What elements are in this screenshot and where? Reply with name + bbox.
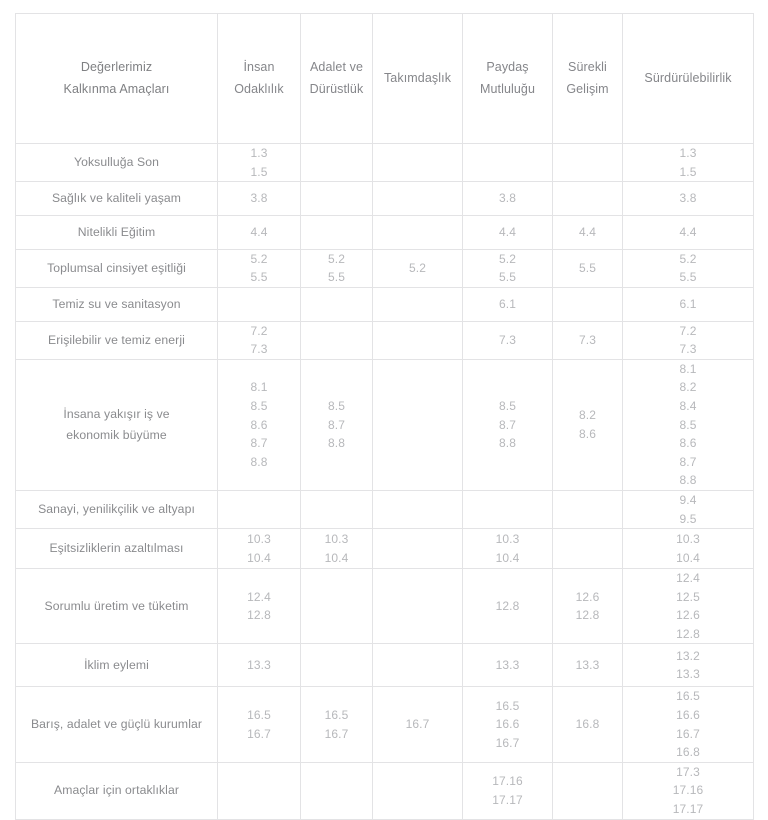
- cell-value: 16.5: [324, 708, 349, 723]
- cell-value: 7.3: [679, 342, 697, 357]
- cell-value: 5.2: [499, 251, 516, 266]
- cell-value: 10.3: [324, 532, 349, 547]
- cell-value: 1.3: [250, 146, 268, 160]
- table-row: [16, 529, 754, 569]
- cell-yoksulluga-son--takimdaslik: [373, 144, 463, 182]
- table-row: [16, 144, 754, 182]
- cell-toplumsal-cinsiyet-esitligi--adalet-ve-durustluk: [301, 249, 373, 287]
- column-header-line: Dürüstlük: [309, 81, 364, 96]
- cell-value: 7.3: [499, 332, 516, 347]
- cell-value: 13.2: [676, 648, 700, 663]
- cell-sanayi-yenilikcilik-ve-altyapi--surekli-gelisim: [553, 490, 623, 528]
- cell-yoksulluga-son--adalet-ve-durustluk: [301, 144, 373, 182]
- cell-value: 12.8: [495, 599, 520, 613]
- cell-value: 13.3: [575, 658, 600, 673]
- cell-sanayi-yenilikcilik-ve-altyapi--takimdaslik: [373, 490, 463, 528]
- row-label-line: Erişilebilir ve temiz enerji: [48, 332, 185, 347]
- cell-nitelikli-egitim--adalet-ve-durustluk: [301, 215, 373, 249]
- cell-baris-adalet-ve-guclu-kurumlar--paydas-mutlulugu: [463, 687, 553, 762]
- cell-value: 9.5: [679, 511, 697, 526]
- table-row: [16, 321, 754, 359]
- cell-value: 16.6: [676, 708, 700, 723]
- column-header-line: Adalet ve: [309, 59, 364, 74]
- cell-amaclar-icin-ortakliklar--takimdaslik: [373, 762, 463, 819]
- column-header-surekli-gelisim: [553, 14, 623, 144]
- cell-erisilebilir-ve-temiz-enerji--paydas-mutlulugu: [463, 321, 553, 359]
- row-label-line: Amaçlar için ortaklıklar: [54, 783, 179, 798]
- cell-esitsizliklerin-azaltilmasi--paydas-mutlulugu: [463, 529, 553, 569]
- cell-value: 5.5: [250, 270, 268, 285]
- cell-temiz-su-ve-sanitasyon--insan-odaklilik: [218, 287, 301, 321]
- cell-baris-adalet-ve-guclu-kurumlar--surdurulebilirlik: [623, 687, 754, 762]
- cell-baris-adalet-ve-guclu-kurumlar--takimdaslik: [373, 687, 463, 762]
- header-row: [16, 14, 754, 144]
- table-row: [16, 287, 754, 321]
- cell-insana-yakisir-is-ve-ekonomik-buyume--insan-odaklilik: [218, 359, 301, 490]
- cell-value: 8.7: [499, 417, 516, 432]
- cell-temiz-su-ve-sanitasyon--takimdaslik: [373, 287, 463, 321]
- cell-value: 7.2: [679, 323, 697, 338]
- cell-value: 5.5: [679, 270, 697, 285]
- cell-value: 12.8: [676, 626, 700, 641]
- cell-value: 10.3: [676, 532, 700, 547]
- cell-value: 16.5: [495, 698, 520, 713]
- cell-value: 8.2: [579, 408, 596, 423]
- cell-esitsizliklerin-azaltilmasi--surekli-gelisim: [553, 529, 623, 569]
- cell-value: 3.8: [679, 191, 697, 206]
- row-label-toplumsal-cinsiyet-esitligi: [16, 249, 218, 287]
- cell-sorumlu-uretim-ve-tuketim--surekli-gelisim: [553, 569, 623, 644]
- cell-erisilebilir-ve-temiz-enerji--insan-odaklilik: [218, 321, 301, 359]
- cell-nitelikli-egitim--takimdaslik: [373, 215, 463, 249]
- cell-yoksulluga-son--paydas-mutlulugu: [463, 144, 553, 182]
- table-row: [16, 249, 754, 287]
- cell-value: 16.7: [405, 717, 430, 732]
- row-label-nitelikli-egitim: [16, 215, 218, 249]
- cell-value: 4.4: [579, 224, 596, 239]
- table-body: [16, 144, 754, 820]
- cell-erisilebilir-ve-temiz-enerji--takimdaslik: [373, 321, 463, 359]
- column-header-line: Sürdürülebilirlik: [644, 70, 732, 85]
- cell-value: 1.5: [250, 164, 268, 179]
- table-row: [16, 687, 754, 762]
- cell-value: 1.5: [679, 164, 697, 179]
- table-row: [16, 182, 754, 216]
- cell-amaclar-icin-ortakliklar--paydas-mutlulugu: [463, 762, 553, 819]
- cell-value: 10.3: [247, 532, 271, 547]
- cell-amaclar-icin-ortakliklar--insan-odaklilik: [218, 762, 301, 819]
- cell-value: 8.6: [579, 426, 596, 441]
- column-header-paydas-mutlulugu: [463, 14, 553, 144]
- cell-nitelikli-egitim--paydas-mutlulugu: [463, 215, 553, 249]
- column-header-insan-odaklilik: [218, 14, 301, 144]
- cell-amaclar-icin-ortakliklar--adalet-ve-durustluk: [301, 762, 373, 819]
- cell-value: 8.1: [679, 361, 697, 376]
- cell-temiz-su-ve-sanitasyon--surekli-gelisim: [553, 287, 623, 321]
- cell-value: 5.2: [679, 251, 697, 266]
- cell-saglik-ve-kaliteli-yasam--surekli-gelisim: [553, 182, 623, 216]
- cell-amaclar-icin-ortakliklar--surekli-gelisim: [553, 762, 623, 819]
- column-header-takimdaslik: [373, 14, 463, 144]
- cell-nitelikli-egitim--insan-odaklilik: [218, 215, 301, 249]
- cell-baris-adalet-ve-guclu-kurumlar--surekli-gelisim: [553, 687, 623, 762]
- row-label-erisilebilir-ve-temiz-enerji: [16, 321, 218, 359]
- table-head: [16, 14, 754, 144]
- row-label-temiz-su-ve-sanitasyon: [16, 287, 218, 321]
- column-header-line: Gelişim: [566, 81, 609, 96]
- cell-value: 13.3: [495, 658, 520, 673]
- row-label-line: Temiz su ve sanitasyon: [52, 296, 181, 311]
- cell-value: 8.8: [679, 473, 697, 488]
- column-header-surdurulebilirlik: [623, 14, 754, 144]
- row-label-line: Sanayi, yenilikçilik ve altyapı: [38, 502, 195, 517]
- cell-value: 8.7: [679, 454, 697, 469]
- values-sdg-matrix: [15, 13, 753, 817]
- column-header-line: Sürekli: [568, 59, 607, 74]
- corner-header-line: Değerlerimiz: [80, 59, 153, 74]
- cell-value: 3.8: [499, 191, 516, 206]
- cell-value: 10.4: [495, 550, 520, 565]
- row-label-amaclar-icin-ortakliklar: [16, 762, 218, 819]
- column-header-adalet-ve-durustluk: [301, 14, 373, 144]
- cell-insana-yakisir-is-ve-ekonomik-buyume--paydas-mutlulugu: [463, 359, 553, 490]
- cell-value: 10.3: [495, 532, 520, 547]
- row-label-line: Eşitsizliklerin azaltılması: [49, 541, 184, 556]
- cell-iklim-eylemi--surekli-gelisim: [553, 644, 623, 687]
- cell-yoksulluga-son--surdurulebilirlik: [623, 144, 754, 182]
- row-label-iklim-eylemi: [16, 644, 218, 687]
- cell-value: 8.5: [328, 398, 345, 413]
- cell-insana-yakisir-is-ve-ekonomik-buyume--surekli-gelisim: [553, 359, 623, 490]
- cell-value: 8.6: [250, 417, 268, 432]
- row-label-esitsizliklerin-azaltilmasi: [16, 529, 218, 569]
- cell-amaclar-icin-ortakliklar--surdurulebilirlik: [623, 762, 754, 819]
- cell-value: 12.4: [247, 589, 271, 604]
- cell-value: 17.17: [492, 792, 523, 807]
- cell-value: 13.3: [676, 667, 700, 682]
- cell-value: 5.2: [328, 251, 345, 266]
- cell-sanayi-yenilikcilik-ve-altyapi--adalet-ve-durustluk: [301, 490, 373, 528]
- cell-value: 12.8: [575, 608, 600, 623]
- cell-erisilebilir-ve-temiz-enerji--adalet-ve-durustluk: [301, 321, 373, 359]
- cell-sorumlu-uretim-ve-tuketim--surdurulebilirlik: [623, 569, 754, 644]
- cell-iklim-eylemi--surdurulebilirlik: [623, 644, 754, 687]
- cell-value: 12.6: [676, 608, 700, 623]
- cell-yoksulluga-son--insan-odaklilik: [218, 144, 301, 182]
- cell-value: 6.1: [499, 296, 516, 311]
- cell-iklim-eylemi--paydas-mutlulugu: [463, 644, 553, 687]
- cell-sanayi-yenilikcilik-ve-altyapi--surdurulebilirlik: [623, 490, 754, 528]
- cell-value: 1.3: [679, 146, 697, 160]
- cell-value: 5.5: [328, 270, 345, 285]
- row-label-sorumlu-uretim-ve-tuketim: [16, 569, 218, 644]
- cell-toplumsal-cinsiyet-esitligi--paydas-mutlulugu: [463, 249, 553, 287]
- cell-value: 9.4: [679, 492, 697, 507]
- cell-iklim-eylemi--adalet-ve-durustluk: [301, 644, 373, 687]
- row-label-saglik-ve-kaliteli-yasam: [16, 182, 218, 216]
- cell-sanayi-yenilikcilik-ve-altyapi--insan-odaklilik: [218, 490, 301, 528]
- cell-saglik-ve-kaliteli-yasam--paydas-mutlulugu: [463, 182, 553, 216]
- cell-value: 4.4: [679, 224, 697, 239]
- row-label-line: İklim eylemi: [84, 658, 149, 673]
- cell-value: 17.16: [492, 774, 523, 789]
- cell-value: 16.8: [676, 745, 700, 760]
- cell-baris-adalet-ve-guclu-kurumlar--adalet-ve-durustluk: [301, 687, 373, 762]
- row-label-line: İnsana yakışır iş ve: [63, 407, 170, 422]
- column-header-line: Paydaş: [486, 59, 529, 74]
- cell-value: 8.2: [679, 380, 697, 395]
- cell-erisilebilir-ve-temiz-enerji--surekli-gelisim: [553, 321, 623, 359]
- cell-value: 4.4: [250, 224, 268, 239]
- cell-insana-yakisir-is-ve-ekonomik-buyume--takimdaslik: [373, 359, 463, 490]
- row-label-line: Sağlık ve kaliteli yaşam: [51, 191, 182, 206]
- cell-value: 10.4: [247, 550, 271, 565]
- cell-value: 7.3: [250, 342, 268, 357]
- cell-value: 7.3: [579, 332, 596, 347]
- cell-value: 5.2: [409, 260, 426, 275]
- cell-insana-yakisir-is-ve-ekonomik-buyume--surdurulebilirlik: [623, 359, 754, 490]
- cell-iklim-eylemi--takimdaslik: [373, 644, 463, 687]
- cell-value: 16.7: [495, 735, 520, 750]
- row-label-line: Nitelikli Eğitim: [77, 224, 156, 239]
- cell-yoksulluga-son--surekli-gelisim: [553, 144, 623, 182]
- row-label-yoksulluga-son: [16, 144, 218, 182]
- cell-temiz-su-ve-sanitasyon--paydas-mutlulugu: [463, 287, 553, 321]
- cell-value: 8.7: [250, 436, 268, 451]
- table-row: [16, 215, 754, 249]
- cell-toplumsal-cinsiyet-esitligi--takimdaslik: [373, 249, 463, 287]
- cell-value: 5.2: [250, 251, 268, 266]
- cell-saglik-ve-kaliteli-yasam--takimdaslik: [373, 182, 463, 216]
- cell-value: 8.5: [499, 398, 516, 413]
- column-header-line: Odaklılık: [234, 81, 284, 96]
- cell-value: 6.1: [679, 296, 697, 311]
- cell-value: 16.7: [247, 726, 271, 741]
- cell-temiz-su-ve-sanitasyon--adalet-ve-durustluk: [301, 287, 373, 321]
- cell-saglik-ve-kaliteli-yasam--surdurulebilirlik: [623, 182, 754, 216]
- cell-esitsizliklerin-azaltilmasi--takimdaslik: [373, 529, 463, 569]
- cell-value: 7.2: [250, 323, 268, 338]
- cell-value: 16.8: [575, 717, 600, 732]
- cell-value: 16.7: [324, 726, 349, 741]
- cell-saglik-ve-kaliteli-yasam--adalet-ve-durustluk: [301, 182, 373, 216]
- cell-value: 12.6: [575, 589, 600, 604]
- cell-value: 4.4: [499, 224, 516, 239]
- cell-saglik-ve-kaliteli-yasam--insan-odaklilik: [218, 182, 301, 216]
- cell-sorumlu-uretim-ve-tuketim--insan-odaklilik: [218, 569, 301, 644]
- cell-value: 3.8: [250, 191, 268, 206]
- cell-value: 12.5: [676, 589, 700, 604]
- cell-sorumlu-uretim-ve-tuketim--paydas-mutlulugu: [463, 569, 553, 644]
- table-row: [16, 762, 754, 819]
- cell-sorumlu-uretim-ve-tuketim--takimdaslik: [373, 569, 463, 644]
- cell-value: 8.5: [679, 417, 697, 432]
- row-label-line: ekonomik büyüme: [66, 427, 167, 442]
- corner-header: [16, 14, 218, 144]
- row-label-line: Toplumsal cinsiyet eşitliği: [47, 260, 186, 275]
- cell-value: 16.5: [247, 708, 271, 723]
- cell-esitsizliklerin-azaltilmasi--surdurulebilirlik: [623, 529, 754, 569]
- cell-baris-adalet-ve-guclu-kurumlar--insan-odaklilik: [218, 687, 301, 762]
- cell-toplumsal-cinsiyet-esitligi--surekli-gelisim: [553, 249, 623, 287]
- cell-value: 16.5: [676, 689, 700, 704]
- table-row: [16, 569, 754, 644]
- cell-sorumlu-uretim-ve-tuketim--adalet-ve-durustluk: [301, 569, 373, 644]
- cell-nitelikli-egitim--surekli-gelisim: [553, 215, 623, 249]
- row-label-line: Barış, adalet ve güçlü kurumlar: [30, 717, 203, 732]
- cell-value: 8.8: [250, 454, 268, 469]
- row-label-sanayi-yenilikcilik-ve-altyapi: [16, 490, 218, 528]
- cell-esitsizliklerin-azaltilmasi--insan-odaklilik: [218, 529, 301, 569]
- row-label-insana-yakisir-is-ve-ekonomik-buyume: [16, 359, 218, 490]
- cell-value: 17.17: [672, 802, 704, 817]
- column-header-line: Mutluluğu: [479, 81, 536, 96]
- cell-value: 8.8: [328, 436, 345, 451]
- table-row: [16, 644, 754, 687]
- cell-toplumsal-cinsiyet-esitligi--surdurulebilirlik: [623, 249, 754, 287]
- row-label-baris-adalet-ve-guclu-kurumlar: [16, 687, 218, 762]
- cell-value: 10.4: [676, 550, 700, 565]
- column-header-line: Takımdaşlık: [383, 70, 452, 85]
- cell-value: 12.4: [676, 571, 700, 586]
- cell-value: 17.16: [672, 783, 704, 798]
- table-row: [16, 359, 754, 490]
- column-header-line: İnsan: [243, 59, 275, 74]
- cell-value: 5.5: [579, 260, 596, 275]
- cell-value: 16.7: [676, 726, 700, 741]
- cell-value: 10.4: [324, 550, 349, 565]
- cell-value: 13.3: [247, 658, 271, 673]
- row-label-line: Sorumlu üretim ve tüketim: [44, 598, 189, 613]
- matrix-table: [15, 13, 754, 820]
- cell-value: 16.6: [495, 717, 520, 732]
- cell-value: 8.7: [328, 417, 345, 432]
- corner-header-line: Kalkınma Amaçları: [63, 81, 170, 96]
- cell-value: 8.8: [499, 436, 516, 451]
- row-label-line: Yoksulluğa Son: [74, 155, 159, 170]
- cell-iklim-eylemi--insan-odaklilik: [218, 644, 301, 687]
- table-row: [16, 490, 754, 528]
- cell-value: 8.5: [250, 398, 268, 413]
- cell-value: 12.8: [247, 608, 271, 623]
- cell-nitelikli-egitim--surdurulebilirlik: [623, 215, 754, 249]
- cell-temiz-su-ve-sanitasyon--surdurulebilirlik: [623, 287, 754, 321]
- cell-value: 17.3: [676, 764, 700, 779]
- cell-value: 8.1: [250, 380, 268, 395]
- cell-value: 5.5: [499, 270, 516, 285]
- cell-insana-yakisir-is-ve-ekonomik-buyume--adalet-ve-durustluk: [301, 359, 373, 490]
- cell-sanayi-yenilikcilik-ve-altyapi--paydas-mutlulugu: [463, 490, 553, 528]
- cell-esitsizliklerin-azaltilmasi--adalet-ve-durustluk: [301, 529, 373, 569]
- cell-value: 8.4: [679, 398, 697, 413]
- cell-toplumsal-cinsiyet-esitligi--insan-odaklilik: [218, 249, 301, 287]
- cell-erisilebilir-ve-temiz-enerji--surdurulebilirlik: [623, 321, 754, 359]
- cell-value: 8.6: [679, 436, 697, 451]
